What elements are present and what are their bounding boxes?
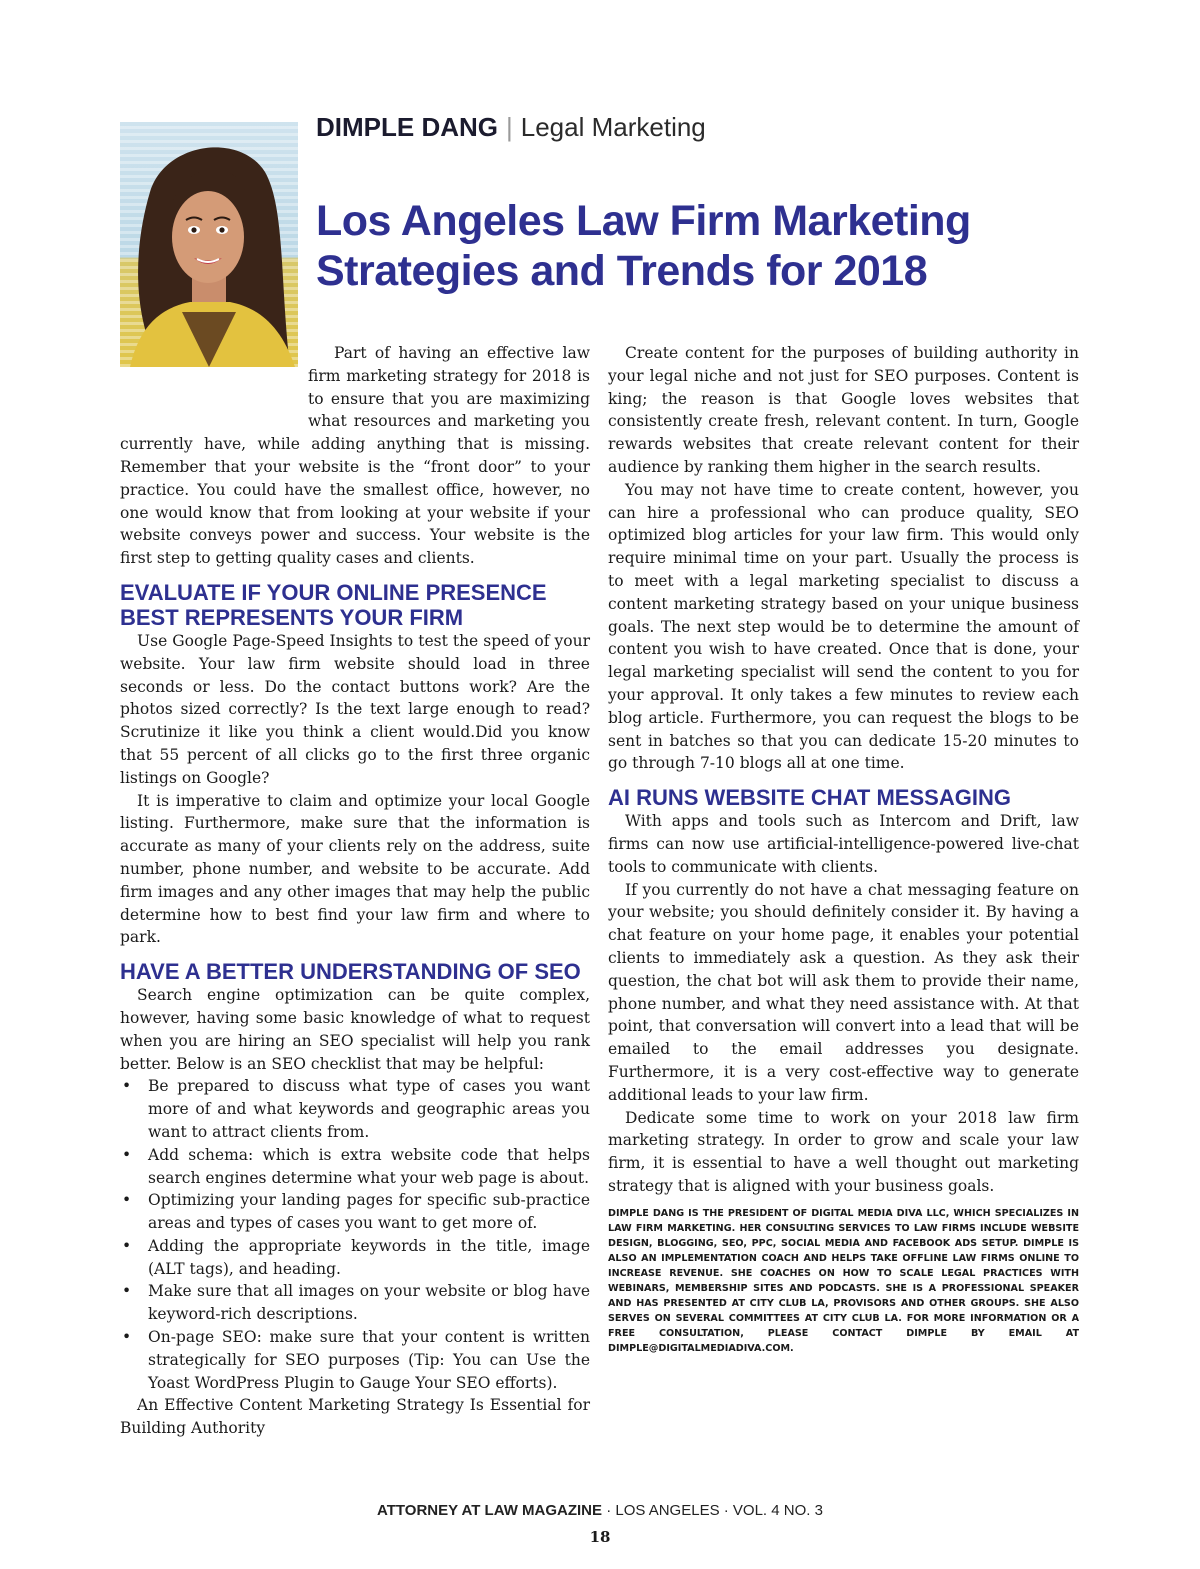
paragraph: It is imperative to claim and optimize your local Google listing. Furthermore, make sure that the information is accurate as many of your clients rely on the address, suite number, phone number, and website to be accurate. Add firm images and any other images that may help the public determine how to best find your law firm and where to park. bbox=[120, 791, 590, 947]
heading-seo: HAVE A BETTER UNDERSTANDING OF SEO bbox=[120, 959, 581, 985]
paragraph: Use Google Page-Speed Insights to test the speed of your website. Your law firm website should load in three seconds or less. Do the contact buttons work? Are the photos sized correctly? Is the text large enough to read? Scrutinize it like you think a client would.Did you know that 55 percent of all clicks go to the first three organic listings on Google? bbox=[120, 631, 590, 787]
author-photo bbox=[120, 122, 298, 367]
article-headline: Los Angeles Law Firm Marketing Strategies and Trends for 2018 bbox=[316, 197, 971, 295]
list-item: • Add schema: which is extra website code that helps search engines determine what your web page is about. bbox=[120, 1144, 590, 1190]
paragraph: Search engine optimization can be quite complex, however, having some basic knowledge of what to request when you are hiring an SEO specialist will help you rank better. Below is an SEO checklist that may be helpful: bbox=[120, 986, 590, 1073]
byline bbox=[316, 112, 706, 143]
paragraph: Dedicate some time to work on your 2018 law firm marketing strategy. In order to grow and scale your law firm, it is essential to have a well thought out marketing strategy that is aligned with your business goals. bbox=[608, 1108, 1079, 1195]
paragraph: With apps and tools such as Intercom and Drift, law firms can now use artificial-intelligence-powered live-chat tools to communicate with clients. bbox=[608, 812, 1079, 876]
right-column bbox=[608, 342, 1079, 1356]
left-column bbox=[120, 342, 590, 1440]
paragraph: If you currently do not have a chat messaging feature on your website; you should definitely consider it. By having a chat feature on your home page, it enables your potential clients to immediately ask a question. As they ask their question, the chat bot will ask them to provide their name, phone number, and what they need assistance with. At that point, that conversation will convert into a lead that will be emailed to the email addresses you designate. Furthermore, it is a very cost-effective way to generate additional leads to your law firm. bbox=[608, 880, 1079, 1104]
list-item: • Optimizing your landing pages for specific sub-practice areas and types of cases you want to get more of. bbox=[120, 1189, 590, 1235]
section-name: Legal Marketing bbox=[520, 112, 706, 142]
seo-checklist bbox=[120, 1075, 590, 1394]
author-name: DIMPLE DANG bbox=[316, 112, 498, 142]
intro-paragraph: Part of having an effective law firm marketing strategy for 2018 is to ensure that you are maximizing what resources and marketing you currently have, while adding anything that is missing. Remember that your website is the “front door” to your practice. You could have the smallest office, however, no one would know that from looking at your website if your website conveys power and success. Your website is the first step to getting quality cases and clients. bbox=[120, 344, 590, 568]
byline-separator: | bbox=[506, 112, 513, 142]
magazine-name: ATTORNEY AT LAW MAGAZINE bbox=[377, 1502, 603, 1519]
heading-online-presence: EVALUATE IF YOUR ONLINE PRESENCE BEST REPRESENTS YOUR FIRM bbox=[120, 579, 547, 630]
list-item: • Be prepared to discuss what type of cases you want more of and what keywords and geographic areas you want to attract clients from. bbox=[120, 1075, 590, 1143]
author-bio: DIMPLE DANG IS THE PRESIDENT OF DIGITAL MEDIA DIVA LLC, WHICH SPECIALIZES IN LAW FIRM MARKETING. HER CONSULTING SERVICES TO LAW FIRMS INCLUDE WEBSITE DESIGN, BLOGGING, SEO, PPC, SOCIAL MEDIA AND FACEBOOK ADS SETUP. DIMPLE IS ALSO AN IMPLEMENTATION COACH AND HELPS TAKE OFFLINE LAW FIRMS ONLINE TO INCREASE REVENUE. SHE COACHES ON HOW TO SCALE LEGAL PRACTICES WITH WEBINARS, MEMBERSHIP SITES AND PODCASTS. SHE IS A PROFESSIONAL SPEAKER AND HAS PRESENTED AT CITY CLUB LA, PROVISORS AND OTHER GROUPS. SHE ALSO SERVES ON SEVERAL COMMITTEES AT CITY CLUB LA. FOR MORE INFORMATION OR A FREE CONSULTATION, PLEASE CONTACT DIMPLE BY EMAIL AT DIMPLE@DIGITALMEDIADIVA.COM. bbox=[608, 1207, 1079, 1354]
paragraph: You may not have time to create content, however, you can hire a professional who can produce quality, SEO optimized blog articles for your law firm. This would only require minimal time on your part. Usually the process is to meet with a legal marketing specialist to discuss a content marketing strategy based on your unique business goals. The next step would be to determine the amount of content you wish to have created. Once that is done, your legal marketing specialist will send the content to you for your approval. It only takes a few minutes to review each blog article. Furthermore, you can request the blogs to be sent in batches so that you can dedicate 15-20 minutes to go through 7-10 blogs all at one time. bbox=[608, 480, 1079, 773]
list-item: • On-page SEO: make sure that your content is written strategically for SEO purposes (Tip: You can Use the Yoast WordPress Plugin to Gauge Your SEO efforts). bbox=[120, 1326, 590, 1394]
paragraph: Create content for the purposes of building authority in your legal niche and not just for SEO purposes. Content is king; the reason is that Google loves websites that consistently create fresh, relevant content. In turn, Google rewards websites that create relevant content for their audience by ranking them higher in the search results. bbox=[608, 344, 1079, 476]
page-footer bbox=[0, 1502, 1200, 1519]
paragraph: An Effective Content Marketing Strategy Is Essential for Building Authority bbox=[120, 1396, 590, 1438]
photo-wrap-space bbox=[120, 342, 308, 432]
list-item: • Adding the appropriate keywords in the title, image (ALT tags), and heading. bbox=[120, 1235, 590, 1281]
page-number: 18 bbox=[589, 1528, 611, 1546]
issue-details: · LOS ANGELES · VOL. 4 NO. 3 bbox=[602, 1502, 823, 1519]
heading-ai-chat: AI RUNS WEBSITE CHAT MESSAGING bbox=[608, 785, 1011, 811]
list-item: • Make sure that all images on your website or blog have keyword-rich descriptions. bbox=[120, 1280, 590, 1326]
